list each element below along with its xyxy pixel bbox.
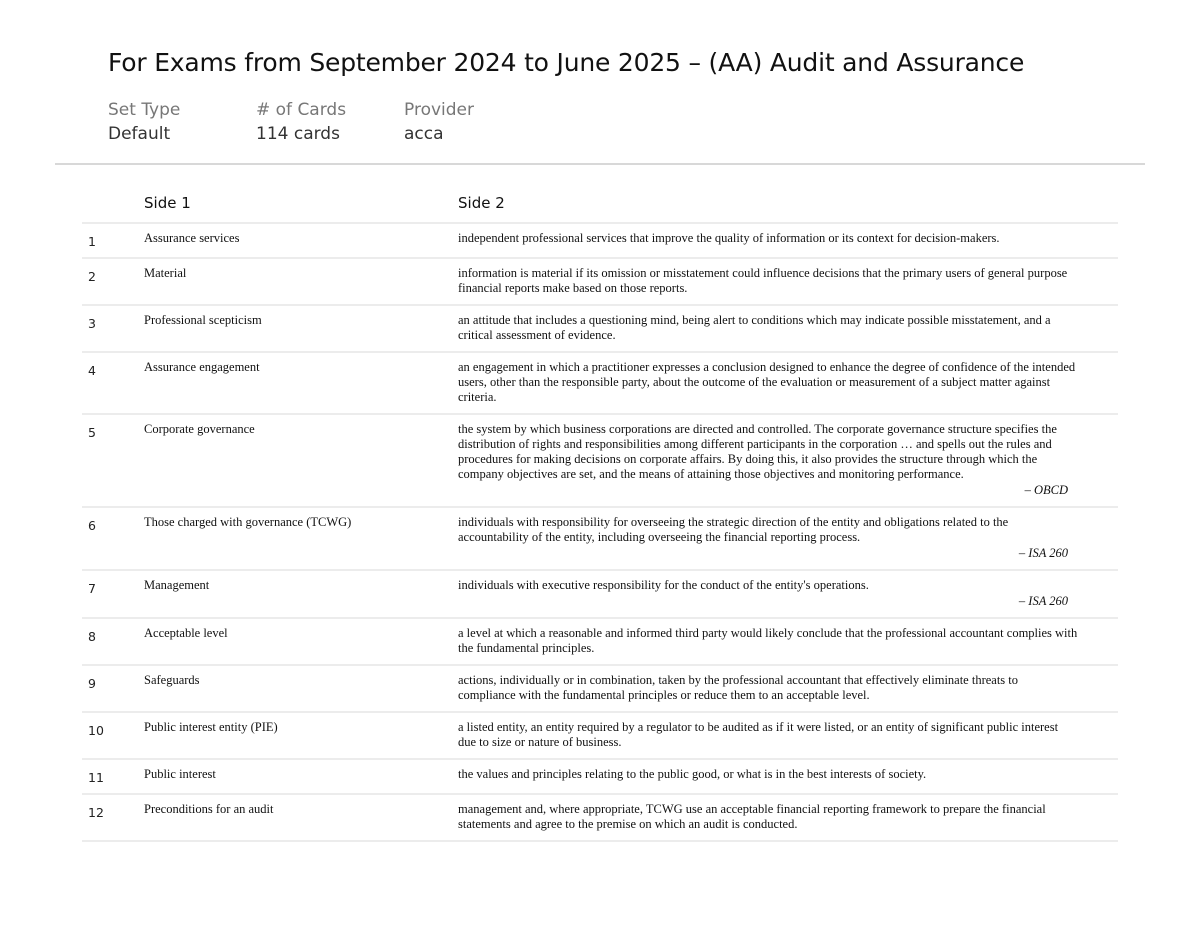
header-side-2: Side 2 [458, 186, 1118, 223]
card-term: Safeguards [144, 665, 458, 712]
header-divider [55, 163, 1145, 165]
card-definition-cell [458, 223, 1118, 258]
card-definition-cell [458, 759, 1118, 794]
card-definition: an attitude that includes a questioning mind, being alert to conditions which may indicate possible misstatement, and a critical assessment of evidence. [458, 313, 1051, 342]
card-term: Assurance engagement [144, 352, 458, 414]
card-source: – OBCD [1024, 483, 1068, 497]
card-definition-cell [458, 570, 1118, 618]
cards-count-column [256, 98, 404, 146]
flashcard-table [82, 186, 1118, 842]
row-number: 3 [82, 305, 144, 352]
card-definition: information is material if its omission or misstatement could influence decisions that the primary users of general purpose financial reports make based on those reports. [458, 266, 1068, 295]
card-term: Public interest entity (PIE) [144, 712, 458, 759]
set-type-column [108, 98, 256, 146]
card-definition-cell [458, 794, 1118, 841]
table-row [82, 570, 1118, 618]
card-definition-cell [458, 305, 1118, 352]
provider-value: acca [404, 124, 444, 144]
row-number: 7 [82, 570, 144, 618]
row-number: 10 [82, 712, 144, 759]
card-definition: an engagement in which a practitioner expresses a conclusion designed to enhance the degree of confidence of the intended users, other than the responsible party, about the outcome of the evaluation or measurement of a subject matter against criteria. [458, 360, 1076, 404]
table-row [82, 414, 1118, 507]
set-type-label: Set Type [108, 100, 181, 120]
table-row [82, 305, 1118, 352]
page-title: For Exams from September 2024 to June 2025 – (AA) Audit and Assurance [108, 48, 1025, 77]
row-number: 6 [82, 507, 144, 570]
header-number [82, 186, 144, 223]
cards-count-value: 114 cards [256, 124, 340, 144]
card-definition: independent professional services that improve the quality of information or its context for decision-makers. [458, 231, 1000, 245]
card-definition-cell [458, 507, 1118, 570]
row-number: 2 [82, 258, 144, 305]
row-number: 9 [82, 665, 144, 712]
cards-count-label: # of Cards [256, 100, 347, 120]
table-header-row [82, 186, 1118, 223]
card-definition: individuals with responsibility for overseeing the strategic direction of the entity and obligations related to the accountability of the entity, including overseeing the financial reporting process. [458, 515, 1009, 544]
card-definition-cell [458, 618, 1118, 665]
header-side-1: Side 1 [144, 186, 458, 223]
card-definition: management and, where appropriate, TCWG use an acceptable financial reporting framework to prepare the financial statements and agree to the premise on which an audit is conducted. [458, 802, 1046, 831]
card-definition: the values and principles relating to the public good, or what is in the best interests of society. [458, 767, 927, 781]
card-definition-cell [458, 712, 1118, 759]
card-definition-cell [458, 258, 1118, 305]
card-source: – ISA 260 [1018, 594, 1068, 608]
row-number: 11 [82, 759, 144, 794]
provider-column [404, 98, 474, 146]
row-number: 4 [82, 352, 144, 414]
row-number: 8 [82, 618, 144, 665]
card-term: Those charged with governance (TCWG) [144, 507, 458, 570]
card-term: Preconditions for an audit [144, 794, 458, 841]
set-meta [108, 98, 474, 146]
provider-label: Provider [404, 100, 474, 120]
table-row [82, 665, 1118, 712]
card-term: Public interest [144, 759, 458, 794]
set-type-value: Default [108, 124, 171, 144]
card-term: Corporate governance [144, 414, 458, 507]
table-row [82, 507, 1118, 570]
card-definition: actions, individually or in combination, taken by the professional accountant that effectively eliminate threats to compliance with the fundamental principles or reduce them to an acceptable level. [458, 673, 1019, 702]
card-definition-cell [458, 665, 1118, 712]
card-source: – ISA 260 [1018, 546, 1068, 560]
card-definition: the system by which business corporations are directed and controlled. The corporate governance structure specifies the distribution of rights and responsibilities among different participants in the corporation … and spells out the rules and procedures for making decisions on corporate affairs. By doing this, it also provides the structure through which the company objectives are set, and the means of attaining those objectives and monitoring performance. [458, 422, 1057, 481]
table-row [82, 794, 1118, 841]
card-term: Professional scepticism [144, 305, 458, 352]
row-number: 12 [82, 794, 144, 841]
card-definition: individuals with executive responsibility for the conduct of the entity's operations. [458, 578, 869, 592]
table-row [82, 223, 1118, 258]
table-body [82, 223, 1118, 841]
table-row [82, 759, 1118, 794]
card-definition: a listed entity, an entity required by a regulator to be audited as if it were listed, or an entity of significant public interest due to size or nature of business. [458, 720, 1059, 749]
card-definition: a level at which a reasonable and informed third party would likely conclude that the professional accountant complies with the fundamental principles. [458, 626, 1078, 655]
table-row [82, 352, 1118, 414]
card-definition-cell [458, 352, 1118, 414]
card-term: Material [144, 258, 458, 305]
row-number: 5 [82, 414, 144, 507]
table-row [82, 618, 1118, 665]
row-number: 1 [82, 223, 144, 258]
card-term: Management [144, 570, 458, 618]
table-row [82, 712, 1118, 759]
card-term: Acceptable level [144, 618, 458, 665]
card-definition-cell [458, 414, 1118, 507]
card-term: Assurance services [144, 223, 458, 258]
table-row [82, 258, 1118, 305]
